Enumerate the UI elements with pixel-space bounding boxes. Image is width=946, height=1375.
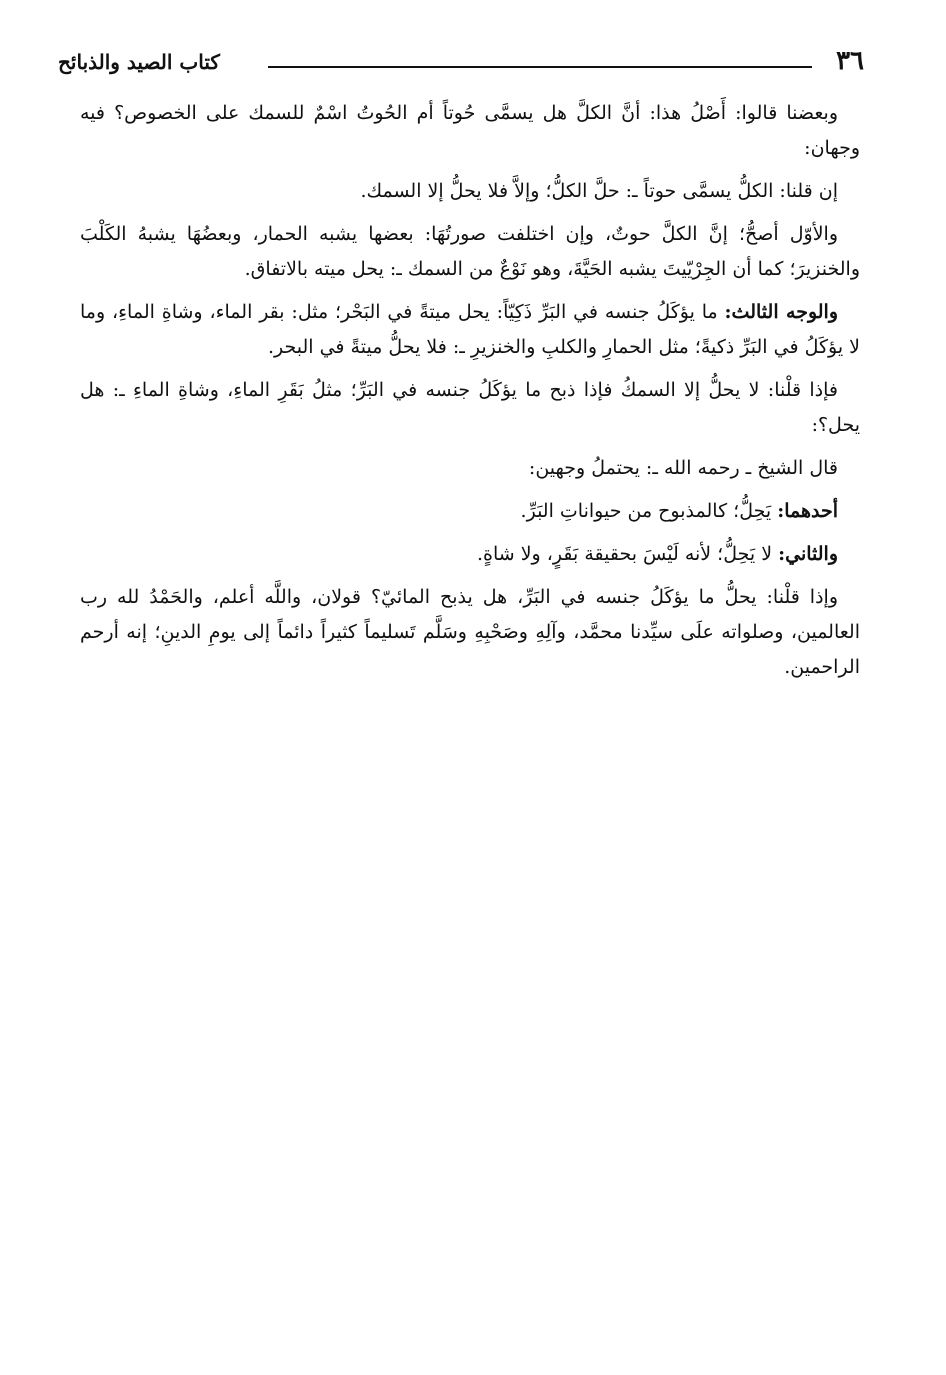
paragraph-text: فإذا قلْنا: لا يحلُّ إلا السمكُ فإذا ذبح ما يؤكَلُ جنسه في البَرِّ؛ مثلُ بَقَرِ الماءِ، وشاةِ الماءِ ـ: هل يحل؟:	[80, 379, 860, 436]
running-title: كتاب الصيد والذبائح	[58, 50, 220, 74]
paragraph-lead: والوجه الثالث:	[724, 301, 839, 323]
paragraph	[80, 580, 860, 685]
paragraph-text: وإذا قلْنا: يحلُّ ما يؤكَلُ جنسه في البَرِّ، هل يذبح المائيّ؟ قولان، واللَّه أعلم، والحَمْدُ لله رب العالمين، وصلواته علَى سيِّدنا محمَّد، وآلِهِ وصَحْبِهِ وسَلَّم تَسليماً كثيراً دائماً إلى يومِ الدينِ؛ إنه أرحم الراحمين.	[80, 586, 860, 678]
paragraph	[80, 537, 860, 572]
paragraph	[80, 295, 860, 365]
paragraph-text: قال الشيخ ـ رحمه الله ـ: يحتملُ وجهين:	[528, 457, 838, 479]
paragraph	[80, 494, 860, 529]
paragraph-text: وبعضنا قالوا: أَصْلُ هذا: أنَّ الكلَّ هل يسمَّى حُوتاً أم الحُوتُ اسْمٌ للسمك على الخصوص؟ فيه وجهان:	[80, 102, 860, 159]
paragraph	[80, 373, 860, 443]
paragraph-lead: والثاني:	[778, 543, 838, 565]
paragraph-text: ما يؤكَلُ جنسه في البَرِّ ذَكِيّاً: يحل ميتةً في البَحْر؛ مثل: بقر الماء، وشاةِ الماءِ، وما لا يؤكَلُ في البَرِّ ذكيةً؛ مثل الحمارِ والكلبِ والخنزيرِ ـ: فلا يحلُّ ميتةً في البحر.	[80, 301, 860, 358]
page-number: ٣٦	[836, 46, 864, 76]
paragraph-text: والأوّل أصحُّ؛ إنَّ الكلَّ حوتٌ، وإن اختلفت صورتُهَا: بعضها يشبه الحمار، وبعضُهَا يشبهُ الكَلْبَ والخنزيرَ؛ كما أن الجِرْيّيتَ يشبه الحَيَّةَ، وهو نَوْعٌ من السمك ـ: يحل ميته بالاتفاق.	[80, 223, 860, 280]
paragraph-lead: أحدهما:	[777, 500, 838, 522]
paragraph	[80, 217, 860, 287]
paragraph	[80, 96, 860, 166]
paragraph-text: إن قلنا: الكلُّ يسمَّى حوتاً ـ: حلَّ الكلُّ؛ وإلاَّ فلا يحلُّ إلا السمك.	[360, 180, 838, 202]
paragraph	[80, 174, 860, 209]
paragraph-text: يَحِلُّ؛ كالمذبوح من حيواناتِ البَرِّ.	[520, 500, 778, 522]
body-text	[80, 96, 860, 693]
paragraph-text: لا يَحِلُّ؛ لأنه لَيْسَ بحقيقة بَقَرٍ، ولا شاةٍ.	[476, 543, 779, 565]
paragraph	[80, 451, 860, 486]
header-rule	[268, 66, 812, 68]
page-header	[58, 44, 864, 84]
